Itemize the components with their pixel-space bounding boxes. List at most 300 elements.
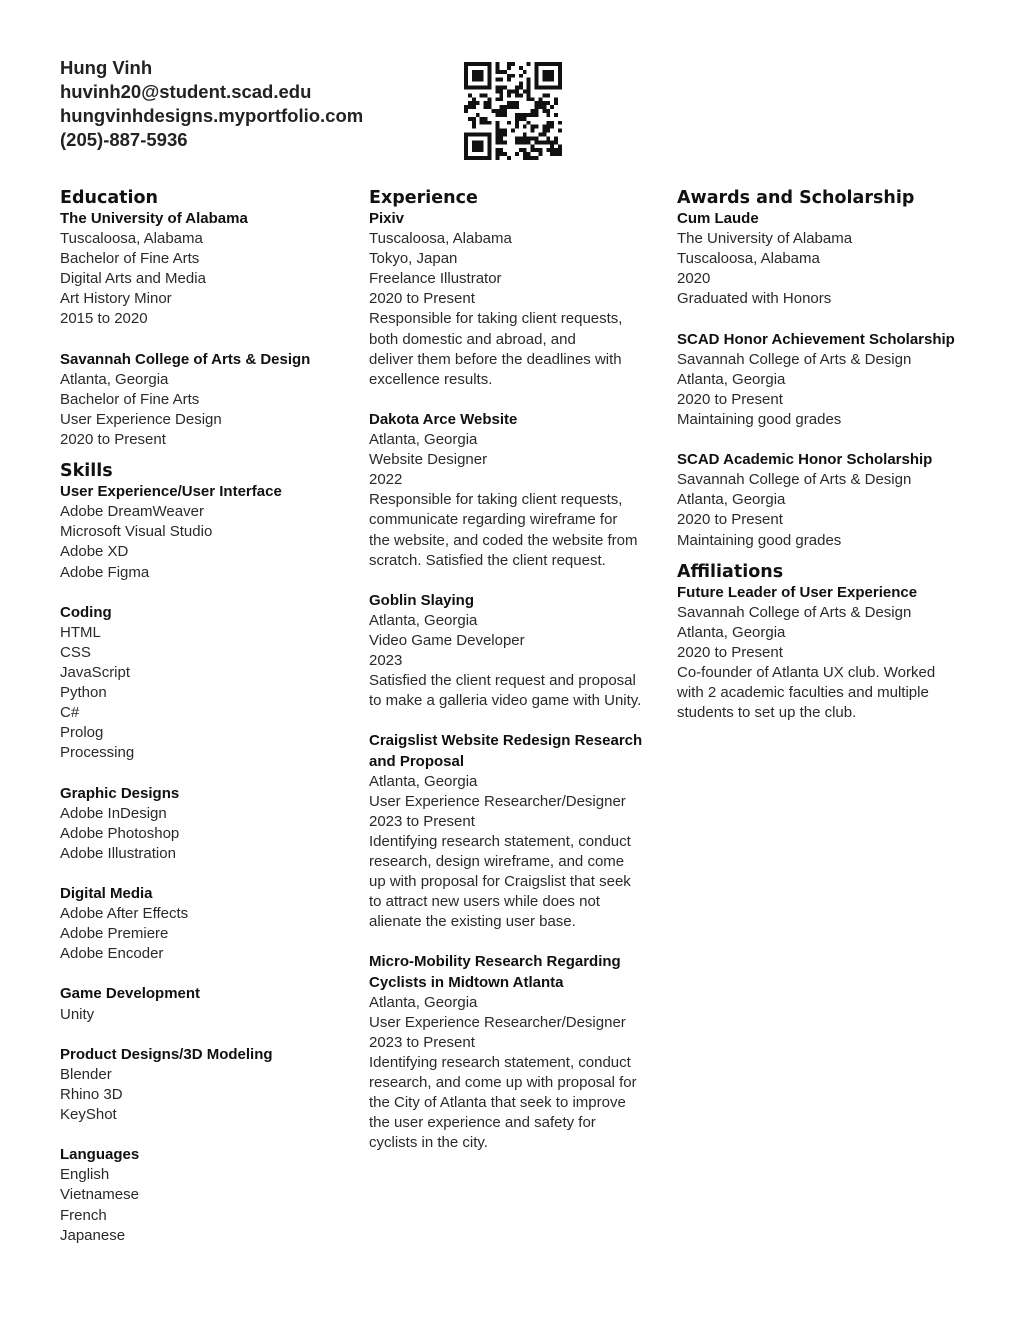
- entry-line: both domestic and abroad, and: [369, 330, 576, 348]
- entry-line: Responsible for taking client requests,: [369, 491, 623, 509]
- qr-module: [535, 109, 539, 113]
- qr-module: [464, 74, 468, 78]
- entry-line: to attract new users while does not: [369, 893, 600, 911]
- entry-line: excellence results.: [369, 370, 493, 388]
- qr-module: [538, 97, 542, 101]
- qr-module: [554, 113, 558, 117]
- qr-module: [464, 86, 468, 90]
- qr-module: [515, 93, 519, 97]
- qr-module: [464, 156, 468, 160]
- spacer: [369, 711, 669, 731]
- qr-module: [495, 66, 499, 70]
- qr-module: [546, 86, 550, 90]
- qr-module: [523, 125, 527, 129]
- entry-line: French: [60, 1206, 107, 1224]
- qr-module: [550, 62, 554, 66]
- spacer: [677, 430, 977, 450]
- qr-module: [515, 117, 519, 121]
- qr-module: [495, 133, 499, 137]
- qr-module: [476, 144, 480, 148]
- qr-module: [488, 101, 492, 105]
- qr-module: [464, 105, 468, 109]
- qr-module: [464, 148, 468, 152]
- qr-module: [495, 129, 499, 133]
- qr-module: [546, 74, 550, 78]
- qr-module: [472, 144, 476, 148]
- entry-title: The University of Alabama: [60, 210, 248, 227]
- qr-module: [472, 140, 476, 144]
- qr-module: [535, 70, 539, 74]
- qr-module: [527, 89, 531, 93]
- qr-module: [472, 105, 476, 109]
- qr-module: [515, 152, 519, 156]
- entry-title: Craigslist Website Redesign Research: [369, 732, 643, 750]
- qr-module: [535, 66, 539, 70]
- qr-module: [476, 133, 480, 137]
- entry-line: Satisfied the client request and proposal: [369, 672, 636, 690]
- qr-module: [546, 101, 550, 105]
- qr-module: [495, 78, 499, 82]
- entry-line: Rhino 3D: [60, 1085, 123, 1103]
- spacer: [677, 551, 977, 561]
- qr-module: [515, 89, 519, 93]
- qr-module: [515, 101, 519, 105]
- qr-module: [538, 140, 542, 144]
- qr-module: [507, 101, 511, 105]
- qr-module: [472, 125, 476, 129]
- qr-module: [484, 105, 488, 109]
- qr-module: [499, 109, 503, 113]
- qr-module: [480, 74, 484, 78]
- qr-module: [538, 101, 542, 105]
- entry-line: 2020 to Present: [60, 431, 166, 449]
- qr-module: [464, 66, 468, 70]
- qr-module: [464, 109, 468, 113]
- qr-module: [499, 97, 503, 101]
- qr-module: [535, 125, 539, 129]
- contact-header: [60, 56, 363, 152]
- qr-module: [523, 89, 527, 93]
- entry-line: Bachelor of Fine Arts: [60, 250, 200, 268]
- entry-title: Digital Media: [60, 885, 153, 902]
- entry-line: JavaScript: [60, 663, 131, 681]
- qr-module: [542, 62, 546, 66]
- entry-title: Coding: [60, 603, 112, 621]
- qr-module: [550, 140, 554, 144]
- qr-module: [531, 97, 535, 101]
- entry-line: Savannah College of Arts & Design: [677, 350, 912, 368]
- qr-module: [507, 105, 511, 109]
- name: Hung Vinh: [60, 57, 153, 78]
- skills-heading: Skills: [60, 461, 113, 482]
- entry-line: 2020: [677, 270, 711, 288]
- experience-heading: Experience: [369, 188, 478, 208]
- entry-title: Pixiv: [369, 210, 405, 227]
- qr-module: [546, 70, 550, 74]
- spacer: [60, 450, 360, 460]
- qr-module: [542, 140, 546, 144]
- qr-module: [507, 121, 511, 125]
- qr-module: [476, 148, 480, 152]
- entry-line: Website Designer: [369, 451, 488, 469]
- qr-module: [535, 156, 539, 160]
- qr-module: [558, 78, 562, 82]
- qr-module: [523, 148, 527, 152]
- qr-module: [531, 109, 535, 113]
- qr-module: [499, 105, 503, 109]
- qr-module: [499, 148, 503, 152]
- qr-module: [554, 62, 558, 66]
- entry-line: 2023 to Present: [369, 812, 475, 830]
- qr-module: [519, 148, 523, 152]
- education-heading: Education: [60, 188, 158, 208]
- qr-module: [495, 113, 499, 117]
- entry-title: and Proposal: [369, 752, 465, 770]
- qr-module: [476, 113, 480, 117]
- qr-module: [507, 66, 511, 70]
- qr-module: [484, 62, 488, 66]
- qr-module: [499, 70, 503, 74]
- qr-module: [511, 74, 515, 78]
- qr-module: [495, 140, 499, 144]
- spacer: [60, 583, 360, 603]
- qr-module: [558, 148, 562, 152]
- qr-module: [476, 62, 480, 66]
- qr-module: [515, 86, 519, 90]
- qr-module: [488, 140, 492, 144]
- qr-module: [523, 156, 527, 160]
- entry-line: 2022: [369, 471, 403, 489]
- qr-module: [519, 140, 523, 144]
- qr-module: [464, 136, 468, 140]
- qr-module: [535, 62, 539, 66]
- entry-title: Product Designs/3D Modeling: [60, 1045, 273, 1063]
- qr-module: [527, 97, 531, 101]
- qr-module: [464, 144, 468, 148]
- entry-line: Adobe Photoshop: [60, 824, 180, 842]
- qr-module: [519, 74, 523, 78]
- entry-line: Atlanta, Georgia: [369, 611, 478, 629]
- entry-line: Maintaining good grades: [677, 531, 842, 549]
- spacer: [369, 932, 669, 952]
- entry-title: User Experience/User Interface: [60, 483, 282, 501]
- qr-module: [464, 78, 468, 82]
- qr-module: [464, 82, 468, 86]
- qr-module: [499, 93, 503, 97]
- qr-module: [480, 62, 484, 66]
- entry-title: Game Development: [60, 985, 201, 1003]
- qr-module: [499, 140, 503, 144]
- qr-module: [519, 93, 523, 97]
- spacer: [60, 763, 360, 783]
- spacer: [369, 390, 669, 410]
- qr-module: [550, 152, 554, 156]
- qr-module: [511, 101, 515, 105]
- qr-module: [495, 156, 499, 160]
- qr-module: [484, 101, 488, 105]
- qr-module: [468, 93, 472, 97]
- entry-line: 2023 to Present: [369, 1033, 475, 1051]
- qr-module: [554, 101, 558, 105]
- qr-module: [538, 148, 542, 152]
- qr-module: [495, 86, 499, 90]
- entry-line: English: [60, 1166, 110, 1184]
- qr-module: [503, 105, 507, 109]
- qr-module: [527, 140, 531, 144]
- entry-line: 2020 to Present: [677, 390, 783, 408]
- qr-module: [476, 101, 480, 105]
- qr-module: [495, 70, 499, 74]
- qr-module: [554, 152, 558, 156]
- entry-line: students to set up the club.: [677, 704, 857, 722]
- qr-module: [542, 129, 546, 133]
- qr-module: [558, 82, 562, 86]
- entry-line: Unity: [60, 1005, 95, 1023]
- phone: (205)-887-5936: [60, 129, 188, 150]
- entry-line: the City of Atlanta that seek to improve: [369, 1094, 626, 1112]
- qr-module: [538, 152, 542, 156]
- entry-title: Languages: [60, 1146, 140, 1164]
- qr-module: [542, 93, 546, 97]
- qr-module: [476, 156, 480, 160]
- qr-module: [515, 105, 519, 109]
- qr-module: [531, 156, 535, 160]
- entry-line: Adobe Figma: [60, 563, 150, 581]
- qr-module: [531, 125, 535, 129]
- qr-module: [468, 156, 472, 160]
- qr-module: [538, 105, 542, 109]
- qr-module: [480, 121, 484, 125]
- qr-module: [550, 78, 554, 82]
- qr-module: [472, 70, 476, 74]
- qr-module: [488, 152, 492, 156]
- qr-module: [523, 136, 527, 140]
- qr-module: [531, 136, 535, 140]
- entry-line: 2020 to Present: [369, 290, 475, 308]
- qr-module: [488, 144, 492, 148]
- qr-module: [546, 129, 550, 133]
- entry-line: Tuscaloosa, Alabama: [369, 230, 512, 248]
- entry-line: Bachelor of Fine Arts: [60, 390, 200, 408]
- qr-module: [542, 109, 546, 113]
- qr-module: [558, 62, 562, 66]
- left-column: [60, 187, 360, 1246]
- qr-module: [527, 136, 531, 140]
- qr-module: [495, 62, 499, 66]
- entry-line: Microsoft Visual Studio: [60, 523, 213, 541]
- qr-module: [503, 113, 507, 117]
- qr-module: [480, 140, 484, 144]
- qr-module: [488, 70, 492, 74]
- qr-module: [535, 78, 539, 82]
- spacer: [369, 571, 669, 591]
- qr-module: [495, 109, 499, 113]
- qr-module: [519, 86, 523, 90]
- entry-line: Atlanta, Georgia: [677, 623, 786, 641]
- qr-module: [546, 78, 550, 82]
- qr-module: [519, 136, 523, 140]
- entry-line: Japanese: [60, 1226, 126, 1244]
- qr-module: [523, 117, 527, 121]
- entry-line: Python: [60, 684, 107, 702]
- entry-line: Adobe XD: [60, 543, 129, 561]
- qr-module: [546, 140, 550, 144]
- entry-line: Identifying research statement, conduct: [369, 832, 631, 850]
- qr-module: [480, 148, 484, 152]
- qr-module: [558, 121, 562, 125]
- qr-module: [472, 148, 476, 152]
- qr-module: [558, 129, 562, 133]
- entry-line: Tuscaloosa, Alabama: [677, 250, 820, 268]
- qr-module: [550, 74, 554, 78]
- qr-module: [531, 129, 535, 133]
- qr-module: [503, 152, 507, 156]
- spacer: [677, 309, 977, 329]
- qr-module: [519, 66, 523, 70]
- qr-module: [527, 82, 531, 86]
- qr-module: [495, 97, 499, 101]
- qr-module: [480, 70, 484, 74]
- qr-module: [488, 66, 492, 70]
- entry-line: Adobe Encoder: [60, 945, 164, 963]
- entry-line: Processing: [60, 744, 135, 762]
- entry-line: scratch. Satisfied the client request.: [369, 551, 606, 569]
- qr-module: [554, 136, 558, 140]
- qr-module: [550, 125, 554, 129]
- qr-module: [546, 62, 550, 66]
- entry-line: Digital Arts and Media: [60, 270, 206, 288]
- qr-module: [488, 62, 492, 66]
- qr-module: [535, 86, 539, 90]
- qr-module: [468, 62, 472, 66]
- entry-line: Responsible for taking client requests,: [369, 310, 623, 328]
- qr-module: [484, 93, 488, 97]
- qr-module: [542, 133, 546, 137]
- qr-module: [554, 140, 558, 144]
- qr-module: [558, 86, 562, 90]
- entry-line: cyclists in the city.: [369, 1134, 488, 1152]
- entry-line: Atlanta, Georgia: [369, 431, 478, 449]
- qr-module: [538, 62, 542, 66]
- entry-line: CSS: [60, 643, 91, 661]
- email[interactable]: huvinh20@student.scad.edu: [60, 81, 312, 102]
- qr-module: [542, 105, 546, 109]
- qr-module: [511, 62, 515, 66]
- qr-module: [484, 121, 488, 125]
- qr-module: [515, 125, 519, 129]
- qr-module: [550, 144, 554, 148]
- qr-module: [488, 121, 492, 125]
- qr-module: [503, 70, 507, 74]
- entry-title: Micro-Mobility Research Regarding: [369, 953, 621, 971]
- qr-module: [542, 70, 546, 74]
- qr-module: [558, 74, 562, 78]
- qr-module: [472, 101, 476, 105]
- entry-line: Vietnamese: [60, 1186, 139, 1204]
- entry-title: Dakota Arce Website: [369, 410, 518, 428]
- spacer: [60, 1125, 360, 1145]
- qr-module: [476, 70, 480, 74]
- qr-module: [531, 113, 535, 117]
- entry-line: Adobe InDesign: [60, 804, 167, 822]
- right-column: [677, 187, 977, 723]
- qr-module: [503, 129, 507, 133]
- qr-module: [535, 105, 539, 109]
- qr-module: [488, 105, 492, 109]
- qr-module: [488, 148, 492, 152]
- qr-module: [527, 121, 531, 125]
- qr-module: [472, 156, 476, 160]
- qr-module: [554, 148, 558, 152]
- qr-module: [480, 93, 484, 97]
- qr-module: [535, 140, 539, 144]
- awards-heading: Awards and Scholarship: [677, 188, 915, 208]
- entry-line: Co-founder of Atlanta UX club. Worked: [677, 663, 936, 681]
- qr-module: [480, 156, 484, 160]
- entry-line: Atlanta, Georgia: [60, 370, 169, 388]
- entry-line: Identifying research statement, conduct: [369, 1053, 631, 1071]
- entry-line: Blender: [60, 1065, 112, 1083]
- website[interactable]: hungvinhdesigns.myportfolio.com: [60, 105, 364, 126]
- qr-module: [476, 74, 480, 78]
- qr-module: [476, 78, 480, 82]
- entry-line: Adobe Premiere: [60, 925, 169, 943]
- qr-module: [523, 152, 527, 156]
- qr-module: [511, 105, 515, 109]
- entry-line: Prolog: [60, 724, 104, 742]
- qr-module: [499, 113, 503, 117]
- entry-line: Graduated with Honors: [677, 290, 832, 308]
- spacer: [60, 864, 360, 884]
- qr-module: [480, 133, 484, 137]
- qr-module: [527, 62, 531, 66]
- entry-line: Atlanta, Georgia: [369, 772, 478, 790]
- qr-module: [499, 86, 503, 90]
- entry-line: Savannah College of Arts & Design: [677, 471, 912, 489]
- entry-line: C#: [60, 704, 80, 722]
- qr-module: [550, 148, 554, 152]
- qr-module: [495, 136, 499, 140]
- entry-title: Savannah College of Arts & Design: [60, 350, 311, 368]
- qr-module: [546, 109, 550, 113]
- qr-module: [488, 86, 492, 90]
- qr-module: [468, 117, 472, 121]
- qr-module: [523, 70, 527, 74]
- qr-module: [531, 148, 535, 152]
- qr-module: [542, 78, 546, 82]
- entry-line: Atlanta, Georgia: [677, 370, 786, 388]
- qr-module: [480, 78, 484, 82]
- entry-line: 2020 to Present: [677, 643, 783, 661]
- spacer: [60, 330, 360, 350]
- qr-module: [535, 148, 539, 152]
- qr-module: [472, 117, 476, 121]
- entry-line: 2020 to Present: [677, 511, 783, 529]
- qr-code-icon: [464, 62, 562, 160]
- qr-module: [464, 70, 468, 74]
- entry-line: Adobe DreamWeaver: [60, 503, 204, 521]
- qr-module: [491, 109, 495, 113]
- qr-module: [550, 121, 554, 125]
- entry-line: Maintaining good grades: [677, 410, 842, 428]
- qr-module: [546, 148, 550, 152]
- qr-module: [472, 97, 476, 101]
- entry-line: User Experience Design: [60, 410, 222, 428]
- qr-module: [499, 129, 503, 133]
- qr-module: [484, 86, 488, 90]
- qr-module: [476, 86, 480, 90]
- qr-module: [511, 89, 515, 93]
